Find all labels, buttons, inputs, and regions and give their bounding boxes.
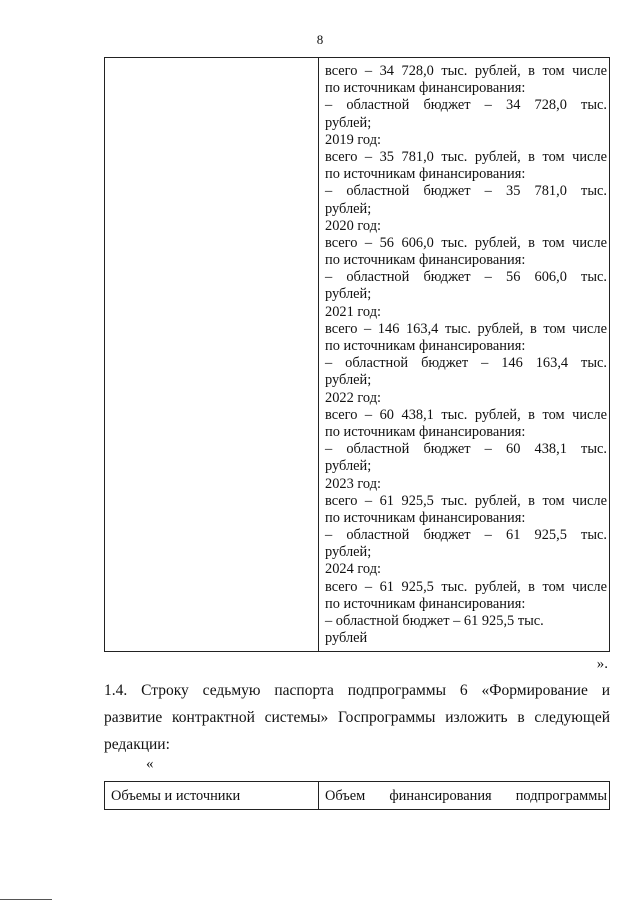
text-line: всего – 56 606,0 тыс. рублей, в том числе [325, 234, 607, 251]
text-line: всего – 34 728,0 тыс. рублей, в том числе [325, 63, 607, 79]
text-line: всего – 61 925,5 тыс. рублей, в том числе [325, 578, 607, 595]
text-line: по источникам финансирования: [325, 509, 526, 526]
text-line: 2019 год: [325, 131, 382, 148]
page-number: 8 [316, 32, 324, 47]
text-line: по источникам финансирования: [325, 338, 526, 354]
funding-cell-text [325, 63, 607, 647]
table-column-divider [318, 782, 319, 809]
text-line: 2023 год: [325, 475, 382, 492]
funding-table-new [104, 781, 610, 810]
text-line: рублей; [325, 458, 372, 475]
text-line: развитие контрактной системы» Госпрограммы изложить в следующей [104, 709, 610, 726]
text-line: – областной бюджет – 35 781,0 тыс. [325, 183, 607, 200]
text-line: по источникам финансирования: [325, 252, 526, 269]
table-cell-volumes-sources: Объемы и источники [111, 788, 241, 804]
text-line: – областной бюджет – 60 438,1 тыс. [325, 441, 607, 458]
text-line: – областной бюджет – 61 925,5 тыс. [325, 613, 544, 629]
text-line: всего – 146 163,4 тыс. рублей, в том числе [325, 320, 607, 337]
text-line: всего – 35 781,0 тыс. рублей, в том числе [325, 148, 607, 165]
amendment-paragraph [104, 677, 610, 758]
text-line: по источникам финансирования: [325, 166, 526, 183]
text-line: – областной бюджет – 56 606,0 тыс. [325, 269, 607, 286]
text-line: по источникам финансирования: [325, 423, 526, 440]
table-cell-funding-volume: Объем финансирования подпрограммы [325, 788, 607, 804]
text-line: 1.4. Строку седьмую паспорта подпрограммы 6 «Формирование и [104, 682, 610, 699]
table-column-divider [318, 58, 319, 651]
text-line: рублей; [325, 200, 372, 217]
text-line: рублей; [325, 372, 372, 389]
text-line: рублей; [325, 544, 372, 561]
text-line: 2024 год: [325, 561, 382, 578]
text-line: редакции: [104, 736, 170, 753]
text-line: – областной бюджет – 34 728,0 тыс. [325, 97, 607, 114]
footer-rule [0, 899, 52, 900]
text-line: 2021 год: [325, 303, 382, 320]
opening-quote: « [146, 756, 154, 772]
text-line: по источникам финансирования: [325, 595, 526, 612]
text-line: рублей; [325, 286, 372, 303]
text-line: – областной бюджет – 61 925,5 тыс. [325, 527, 607, 544]
closing-quote: ». [596, 656, 608, 672]
text-line: рублей; [325, 114, 372, 131]
text-line: всего – 60 438,1 тыс. рублей, в том числе [325, 406, 607, 423]
funding-table-continuation [104, 57, 610, 652]
text-line: рублей [325, 630, 368, 647]
text-line: 2022 год: [325, 389, 382, 406]
text-line: по источникам финансирования: [325, 80, 526, 97]
text-line: 2020 год: [325, 217, 382, 234]
text-line: – областной бюджет – 146 163,4 тыс. [325, 355, 607, 372]
text-line: всего – 61 925,5 тыс. рублей, в том числе [325, 492, 607, 509]
